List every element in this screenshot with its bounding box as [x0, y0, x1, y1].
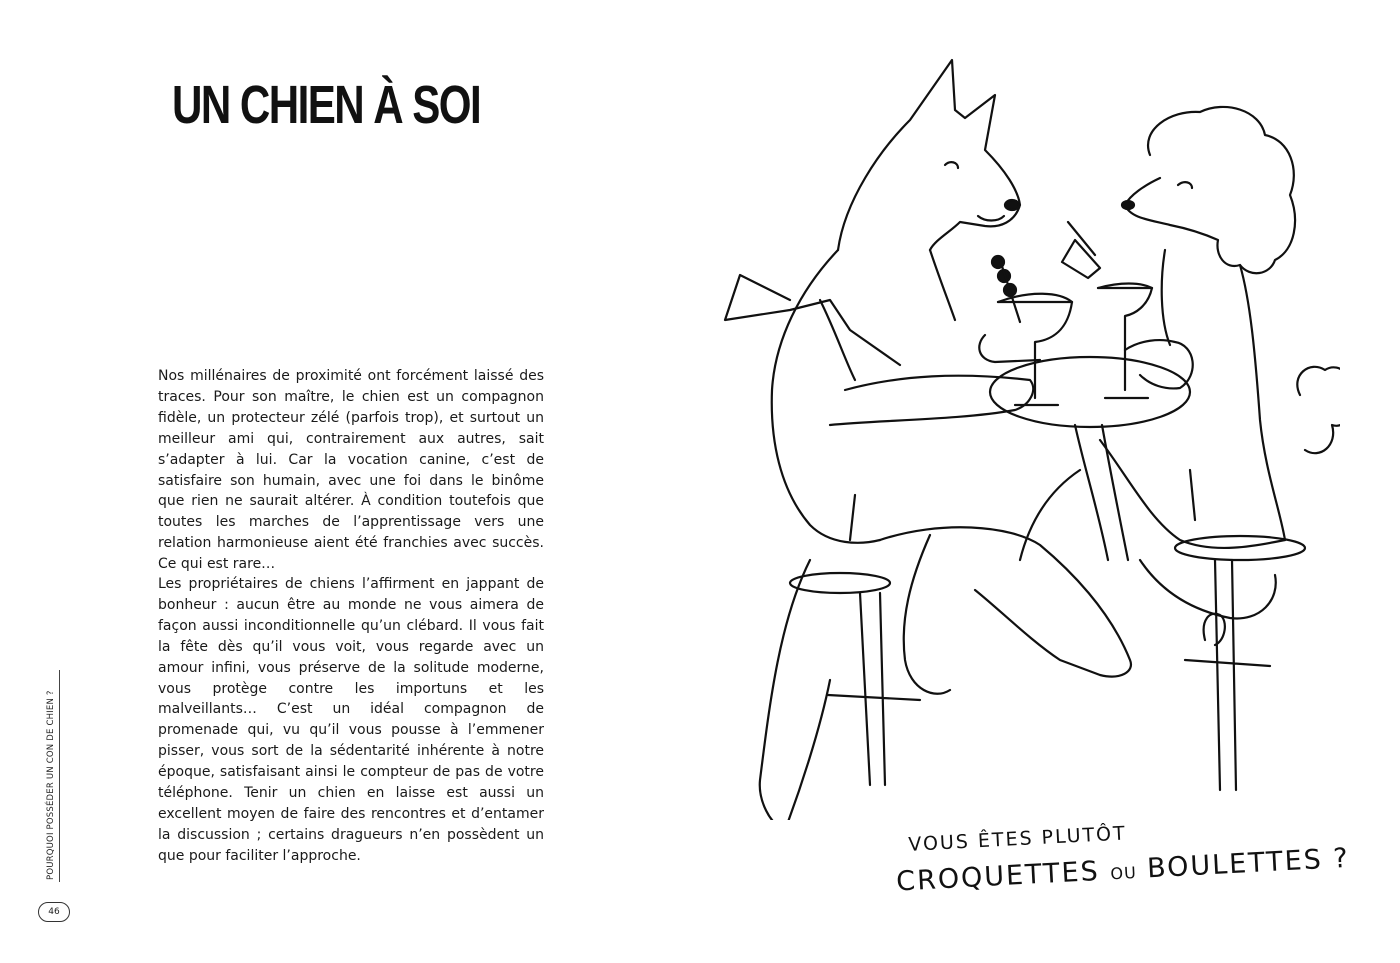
running-head-rule: [59, 670, 60, 882]
dogs-at-bar-illustration: [700, 40, 1340, 820]
cafe-table: [990, 357, 1190, 427]
running-head: POURQUOI POSSÉDER UN CON DE CHIEN ?: [46, 690, 56, 880]
caption-line-1: VOUS ÊTES PLUTÔT: [907, 822, 1128, 856]
poodle-body: [1162, 250, 1285, 540]
paragraph-text: Les propriétaires de chiens l’affirment en jappant de bonheur : aucun être au monde ne vous aimera de façon aussi inconditionnelle qu’un clébard. Il vous fait la fête dès qu’il vous voit, vous regarde avec un amour infini, vous préserve de la solitude moderne, vous protège contre les importuns et les malveillants… C’est un idéal compagnon de promenade qui, vu qu’il vous pousse à l’emmener pisser, vous sort de la sédentarité inhérente à notre époque, satisfaisant ainsi le compteur de pas de votre téléphone. Tenir un chien en laisse est aussi un excellent moyen de faire des rencontres et d’entamer la discussion ; certains dragueurs n’en possèdent un que pour faciliter l’approche.: [158, 576, 544, 864]
page-title: UN CHIEN À SOI: [172, 75, 481, 135]
caption-word-boulettes: BOULETTES ?: [1146, 842, 1351, 885]
martini-glass-left: [998, 302, 1072, 405]
paragraph-text: Nos millénaires de proximité ont forcément laissé des traces. Pour son maître, le chien est un compagnon fidèle, un protecteur zélé (parfois trop), et surtout un meilleur ami qui, contrairement aux autres, sait s’adapter à lui. Car la vocation canine, c’est de satisfaire son humain, avec une foi dans le binôme que rien ne saurait altérer. À condition toutefois que toutes les marches de l’apprentissage vers une relation harmonieuse aient été franchies avec succès. Ce qui est rare…: [158, 368, 544, 573]
stool-left: [790, 573, 890, 593]
body-paragraph-1: [158, 366, 544, 575]
shepherd-legs: [880, 527, 1131, 676]
scarf: [725, 275, 900, 365]
shepherd-tail: [760, 560, 830, 820]
poodle-tail: [1297, 367, 1340, 453]
caption-word-croquettes: CROQUETTES: [895, 855, 1101, 898]
shepherd-body: [772, 250, 880, 543]
body-paragraph-2: [158, 574, 544, 867]
page-number: 46: [38, 902, 70, 922]
caption-conjunction: OU: [1109, 862, 1138, 884]
poodle-head: [1125, 107, 1295, 273]
cocktail-umbrella: [1062, 222, 1100, 278]
